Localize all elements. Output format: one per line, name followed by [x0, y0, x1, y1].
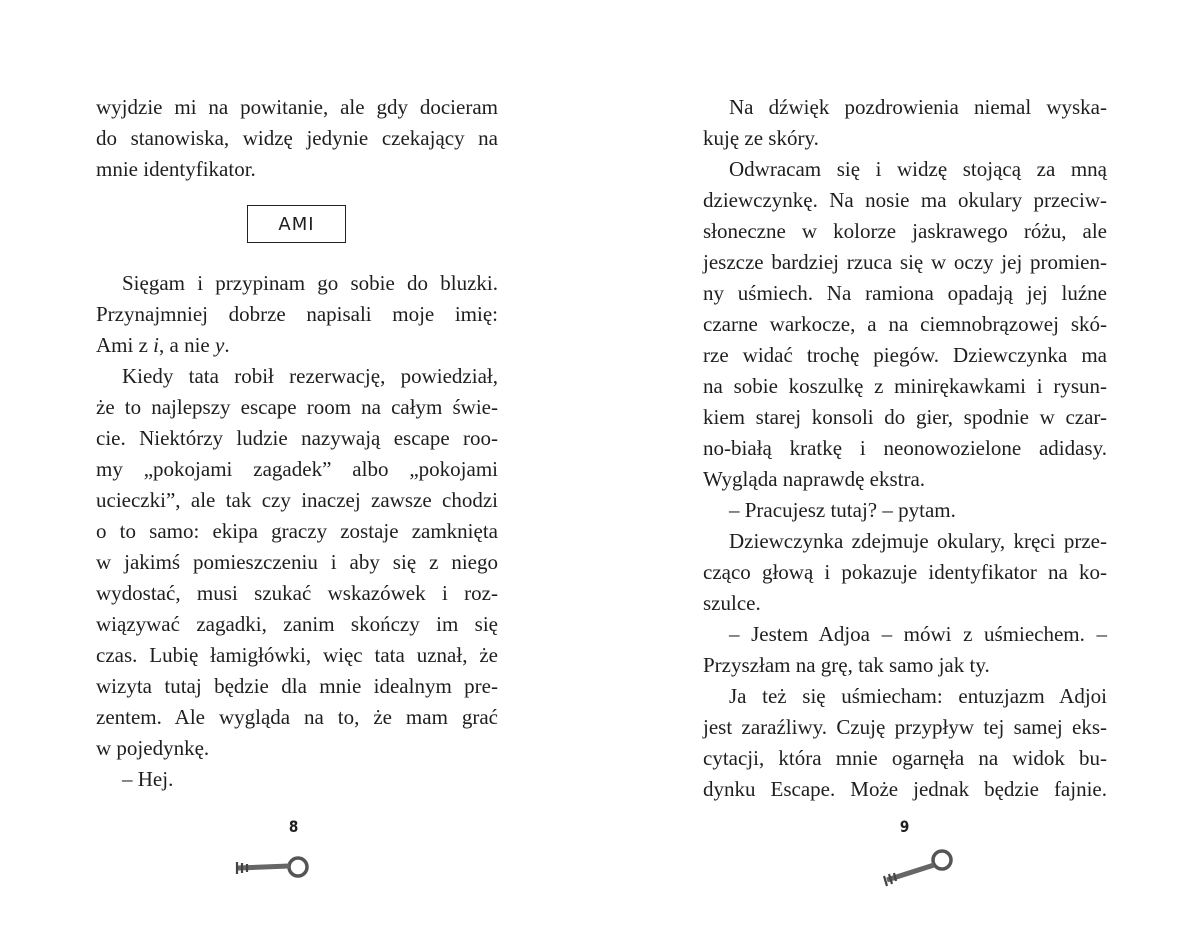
- text-run: Ami z: [96, 333, 154, 357]
- left-top-paragraph: [96, 92, 498, 185]
- text-line: na sobie koszulkę z minirękawkami i rysun-: [703, 374, 1107, 398]
- text-line: że to najlepszy escape room na całym świe-: [96, 395, 498, 419]
- dialog-line: – Jestem Adjoa – mówi z uśmiechem. –: [729, 622, 1107, 646]
- text-line: o to samo: ekipa graczy zostaje zamknięta: [96, 519, 498, 543]
- text-line: zentem. Ale wygląda na to, że mam grać: [96, 705, 498, 729]
- text-line: Sięgam i przypinam go sobie do bluzki.: [122, 271, 498, 295]
- text-line: ucieczki”, ale tak czy inaczej zawsze chodzi: [96, 488, 498, 512]
- text-line: wydostać, musi szukać wskazówek i roz-: [96, 581, 498, 605]
- text-line: dziewczynkę. Na nosie ma okulary przeciw-: [703, 188, 1107, 212]
- dialog-line: – Hej.: [122, 767, 174, 791]
- page-number: 8: [288, 817, 299, 836]
- text-line: kuję ze skóry.: [703, 126, 819, 150]
- text-line: ny uśmiech. Na ramiona opadają jej luźne: [703, 281, 1107, 305]
- text-line: Przyszłam na grę, tak samo jak ty.: [703, 653, 990, 677]
- text-line: my „pokojami zagadek” albo „pokojami: [96, 457, 498, 481]
- text-line: rze widać trochę piegów. Dziewczynka ma: [703, 343, 1107, 367]
- text-line: wizyta tutaj będzie dla mnie idealnym pre-: [96, 674, 498, 698]
- italic-letter: y: [214, 333, 225, 357]
- text-line: czas. Lubię łamigłówki, więc tata uznał, że: [96, 643, 498, 667]
- text-line: Dziewczynka zdejmuje okulary, kręci prze-: [729, 529, 1107, 553]
- text-line: mnie identyfikator.: [96, 157, 256, 181]
- text-line: w pojedynkę.: [96, 736, 210, 760]
- right-body: [703, 92, 1107, 805]
- text-line: wiązywać zagadki, zanim skończy im się: [96, 612, 498, 636]
- name-badge: [247, 205, 346, 243]
- text-line: jest zaraźliwy. Czuję przypływ tej samej eks-: [703, 715, 1107, 739]
- text-line: czarne warkocze, a na ciemnobrązowej skó-: [703, 312, 1107, 336]
- text-line: Kiedy tata robił rezerwację, powiedział,: [122, 364, 498, 388]
- text-run: .: [224, 333, 230, 357]
- page-number: 9: [899, 817, 910, 836]
- text-line: szulce.: [703, 591, 761, 615]
- text-line: cytacji, która mnie ogarnęła na widok bu-: [703, 746, 1107, 770]
- text-line: kiem starej konsoli do gier, spodnie w czar-: [703, 405, 1107, 429]
- text-line: Odwracam się i widzę stojącą za mną: [729, 157, 1107, 181]
- right-page: [600, 0, 1200, 947]
- text-line: do stanowiska, widzę jedynie czekający na: [96, 126, 498, 150]
- italic-letter: i: [153, 333, 159, 357]
- text-line: jeszcze bardziej rzuca się w oczy jej promien-: [703, 250, 1107, 274]
- key-icon: [232, 852, 312, 884]
- text-line: no-białą kratkę i neonowozielone adidasy.: [703, 436, 1107, 460]
- text-line: wyjdzie mi na powitanie, ale gdy docieram: [96, 95, 498, 119]
- text-line: Ja też się uśmiecham: entuzjazm Adjoi: [729, 684, 1107, 708]
- name-badge-text: AMI: [278, 213, 315, 235]
- text-line: Na dźwięk pozdrowienia niemal wyska-: [729, 95, 1107, 119]
- text-line: cząco głową i pokazuje identyfikator na ko-: [703, 560, 1107, 584]
- text-line: w jakimś pomieszczeniu i aby się z niego: [96, 550, 498, 574]
- text-line: Wygląda naprawdę ekstra.: [703, 467, 926, 491]
- text-line: dynku Escape. Może jednak będzie fajnie.: [703, 777, 1107, 801]
- text-line: [96, 330, 498, 361]
- text-run: , a nie: [159, 333, 215, 357]
- dialog-line: – Pracujesz tutaj? – pytam.: [729, 498, 956, 522]
- text-line: słoneczne w kolorze jaskrawego różu, ale: [703, 219, 1107, 243]
- text-line: Przynajmniej dobrze napisali moje imię:: [96, 302, 498, 326]
- left-body: [96, 268, 498, 795]
- text-line: cie. Niektórzy ludzie nazywają escape roo-: [96, 426, 498, 450]
- key-icon: [878, 846, 958, 888]
